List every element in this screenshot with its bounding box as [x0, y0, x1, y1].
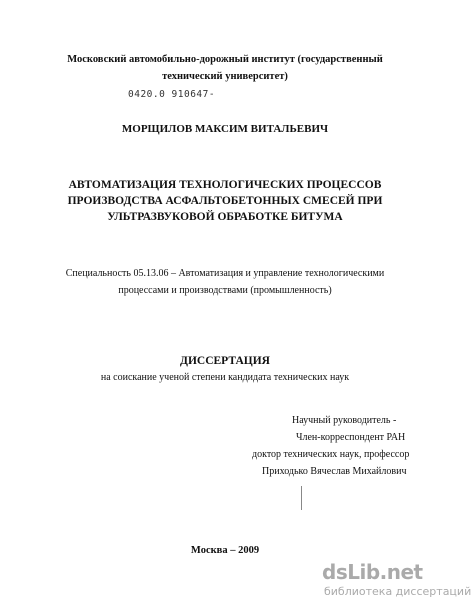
- specialty-line-2: процессами и производствами (промышленность): [118, 285, 332, 296]
- watermark-subtitle: библиотека диссертаций: [324, 585, 471, 598]
- supervisor-line-2: Член-корреспондент РАН: [296, 432, 406, 443]
- title-line-2: ПРОИЗВОДСТВА АСФАЛЬТОБЕТОННЫХ СМЕСЕЙ ПРИ: [67, 195, 383, 207]
- title-line-1: АВТОМАТИЗАЦИЯ ТЕХНОЛОГИЧЕСКИХ ПРОЦЕССОВ: [68, 179, 382, 191]
- institution-line-1: Московский автомобильно-дорожный институт (государственный: [67, 54, 383, 65]
- scan-mark: [301, 486, 302, 510]
- city-year: Москва – 2009: [190, 545, 260, 556]
- supervisor-line-1: Научный руководитель -: [292, 415, 397, 426]
- specialty-line-1: Специальность 05.13.06 – Автоматизация и управление технологическими: [65, 268, 385, 279]
- dissertation-subheading: на соискание ученой степени кандидата технических наук: [100, 372, 350, 383]
- supervisor-line-4: Приходько Вячеслав Михайлович: [262, 466, 407, 477]
- institution-line-2: технический университет): [162, 71, 288, 82]
- watermark: [322, 560, 471, 602]
- dissertation-heading: ДИССЕРТАЦИЯ: [180, 355, 270, 367]
- watermark-logo: dsLib.net: [322, 560, 423, 584]
- title-line-3: УЛЬТРАЗВУКОВОЙ ОБРАБОТКЕ БИТУМА: [107, 211, 343, 223]
- library-stamp-number: 0420.0 910647-: [128, 89, 216, 100]
- author-name: МОРЩИЛОВ МАКСИМ ВИТАЛЬЕВИЧ: [121, 123, 329, 135]
- supervisor-line-3: доктор технических наук, профессор: [252, 449, 410, 460]
